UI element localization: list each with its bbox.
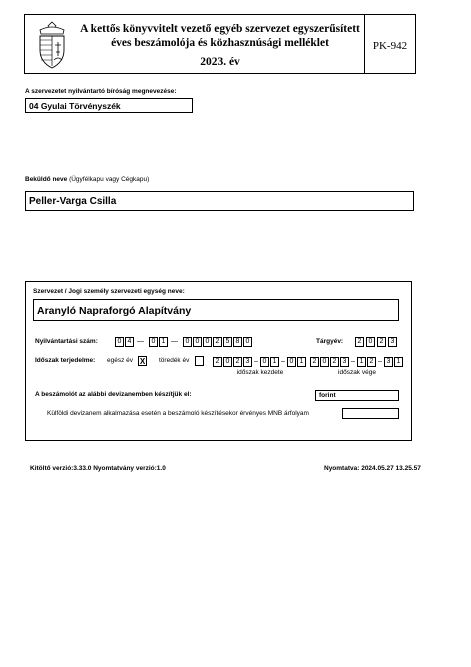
partial-year-label: töredék év <box>159 357 190 364</box>
form-title-line1: A kettős könyvvitelt vezető egyéb szervezet egyszerűsített <box>80 23 360 35</box>
period-label: Időszak terjedelme: <box>35 357 96 364</box>
date-separator: – <box>378 358 382 365</box>
period-end-digit[interactable]: 1 <box>394 357 403 367</box>
registration-digit[interactable]: 0 <box>115 337 124 347</box>
registration-digit[interactable]: 0 <box>149 337 158 347</box>
currency-field[interactable] <box>315 390 399 401</box>
registration-separator: — <box>171 338 178 345</box>
period-start-digit[interactable]: 0 <box>223 357 232 367</box>
period-end-label: időszak vége <box>338 369 376 376</box>
period-end-digit[interactable]: 3 <box>384 357 393 367</box>
sender-label-row <box>25 176 149 183</box>
period-start-label: időszak kezdete <box>236 369 284 376</box>
period-start-digit[interactable]: 1 <box>270 357 279 367</box>
form-year: 2023. év <box>200 56 240 68</box>
subject-year-digit[interactable]: 3 <box>388 337 397 347</box>
court-value: 04 Gyulai Törvényszék <box>29 101 121 111</box>
registration-digit[interactable]: 8 <box>233 337 242 347</box>
coat-of-arms-icon <box>30 20 74 70</box>
period-start-digit[interactable]: 0 <box>260 357 269 367</box>
organization-label: Szervezet / Jogi személy szervezeti egység neve: <box>33 288 185 295</box>
full-year-label: egész év <box>107 357 134 364</box>
subject-year-label: Tárgyév: <box>316 338 344 345</box>
period-end-digit[interactable]: 3 <box>340 357 349 367</box>
court-field[interactable] <box>25 98 193 113</box>
date-separator: – <box>351 358 355 365</box>
period-start-digit[interactable]: 0 <box>287 357 296 367</box>
period-end-digit[interactable]: 0 <box>320 357 329 367</box>
organization-field[interactable] <box>33 299 399 321</box>
period-end-digit[interactable]: 2 <box>367 357 376 367</box>
registration-digit[interactable]: 4 <box>125 337 134 347</box>
period-start-digit[interactable]: 2 <box>233 357 242 367</box>
registration-separator: — <box>137 338 144 345</box>
registration-digit[interactable]: 0 <box>203 337 212 347</box>
period-end-digit[interactable]: 2 <box>330 357 339 367</box>
print-timestamp: Nyomtatva: 2024.05.27 13.25.57 <box>324 465 421 472</box>
sender-sublabel: (Ügyfélkapu vagy Cégkapu) <box>69 176 150 183</box>
form-title-line2: éves beszámolója és közhasznúsági melléklet <box>111 37 329 49</box>
currency-value: forint <box>319 392 336 399</box>
registration-digit[interactable]: 5 <box>223 337 232 347</box>
partial-year-checkbox[interactable] <box>195 356 204 366</box>
exchange-rate-label: Külföldi devizanem alkalmazása esetén a beszámoló készítésekor érvényes MNB árfolyam <box>47 410 309 417</box>
sender-value: Peller-Varga Csilla <box>29 196 117 207</box>
period-end-digit[interactable]: 2 <box>310 357 319 367</box>
court-label: A szervezetet nyilvántartó bíróság megnevezése: <box>25 88 177 95</box>
period-end-digit[interactable]: 1 <box>357 357 366 367</box>
organization-value: Aranyló Napraforgó Alapítvány <box>37 305 192 317</box>
subject-year-digit[interactable]: 2 <box>355 337 364 347</box>
registration-digit[interactable]: 0 <box>243 337 252 347</box>
period-start-digit[interactable]: 1 <box>297 357 306 367</box>
registration-digit[interactable]: 1 <box>159 337 168 347</box>
sender-field[interactable] <box>25 191 414 211</box>
form-title <box>76 22 364 50</box>
subject-year-digit[interactable]: 0 <box>366 337 375 347</box>
registration-label: Nyilvántartási szám: <box>35 338 98 345</box>
full-year-checkbox[interactable]: X <box>139 357 146 366</box>
registration-digit[interactable]: 0 <box>193 337 202 347</box>
registration-digit[interactable]: 0 <box>183 337 192 347</box>
sender-label: Beküldő neve <box>25 176 68 183</box>
date-separator: – <box>254 358 258 365</box>
period-start-digit[interactable]: 3 <box>243 357 252 367</box>
period-start-digit[interactable]: 2 <box>213 357 222 367</box>
exchange-rate-field[interactable] <box>342 408 399 419</box>
date-separator: – <box>281 358 285 365</box>
registration-digit[interactable]: 2 <box>213 337 222 347</box>
exchange-rate-value <box>343 409 398 411</box>
subject-year-digit[interactable]: 2 <box>377 337 386 347</box>
currency-label: A beszámolót az alábbi devizanemben készítjük el: <box>35 391 192 398</box>
version-info: Kitöltő verzió:3.33.0 Nyomtatvány verzió:1.0 <box>30 465 166 472</box>
form-code: PK-942 <box>372 40 408 52</box>
